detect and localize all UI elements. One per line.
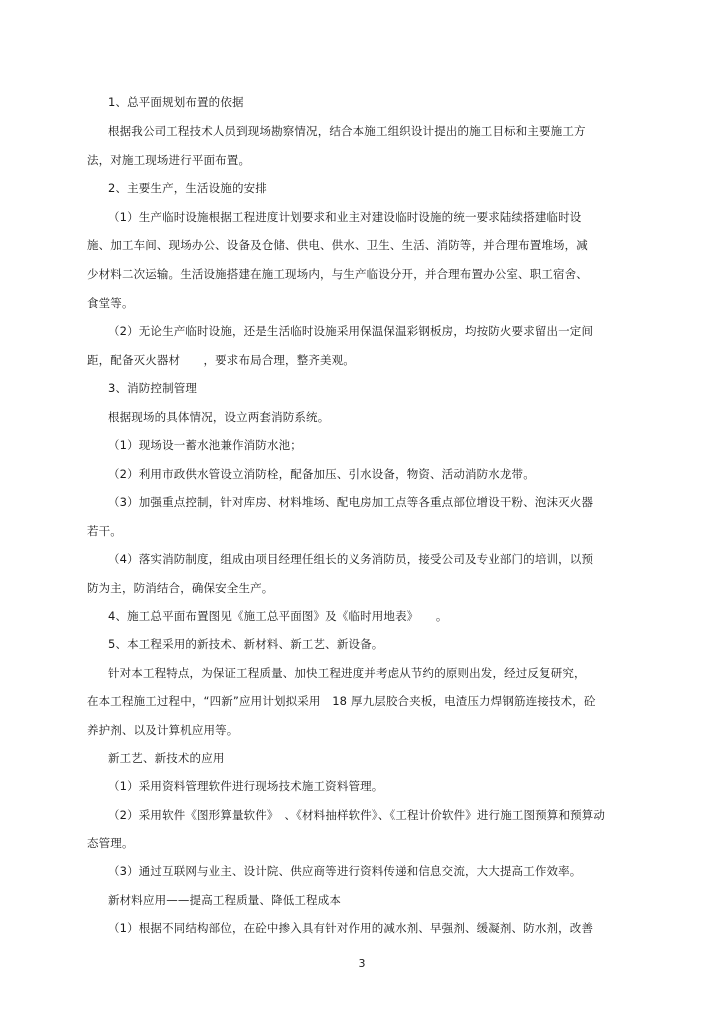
heading-site-layout-basis: 1、总平面规划布置的依据 [108,95,244,109]
subheading-new-process: 新工艺、新技术的应用 [108,751,225,765]
heading-production-facilities: 2、主要生产，生活设施的安排 [108,181,267,195]
paragraph-line: 针对本工程特点，为保证工程质量、加快工程进度并考虑从节约的原则出发，经过反复研究， [108,666,586,680]
heading-site-plan-drawing: 4、施工总平面布置图见《施工总平面图》及《临时用地表》 。 [108,609,448,623]
paragraph-line: 在本工程施工过程中，“四新”应用计划拟采用 18 厚九层胶合夹板，电渣压力焊钢筋连接技术，砼 [87,694,596,708]
paragraph-line: 若干。 [87,524,122,538]
paragraph-line: 根据现场的具体情况，设立两套消防系统。 [108,410,330,424]
paragraph-line: 防为主，防消结合，确保安全生产。 [87,581,274,595]
paragraph-line: 养护剂、以及计算机应用等。 [87,723,239,737]
paragraph-line: 根据我公司工程技术人员到现场勘察情况，结合本施工组织设计提出的施工目标和主要施工方 [108,124,586,138]
list-item: （3）加强重点控制，针对库房、材料堆场、配电房加工点等各重点部位增设干粉、泡沫灭火器 [108,495,594,509]
heading-new-technologies: 5、本工程采用的新技术、新材料、新工艺、新设备。 [108,637,384,651]
list-item: （4）落实消防制度，组成由项目经理任组长的义务消防员，接受公司及专业部门的培训，以预 [108,552,594,566]
paragraph-line: 态管理。 [87,836,134,850]
subheading-new-materials: 新材料应用——提高工程质量、降低工程成本 [108,893,341,907]
paragraph-line: （2）无论生产临时设施，还是生活临时设施采用保温保温彩钢板房，均按防火要求留出一定间 [108,324,594,338]
list-item: （3）通过互联网与业主、设计院、供应商等进行资料传递和信息交流，大大提高工作效率。 [108,864,582,878]
paragraph-line: 食堂等。 [87,296,134,310]
heading-fire-control: 3、消防控制管理 [108,381,198,395]
page-number: 3 [358,957,366,970]
paragraph-line: 少材料二次运输。生活设施搭建在施工现场内，与生产临设分开，并合理布置办公室、职工宿舍、 [87,267,588,281]
paragraph-line: （1）生产临时设施根据工程进度计划要求和业主对建设临时设施的统一要求陆续搭建临时设 [108,210,582,224]
list-item: （1）现场设一蓄水池兼作消防水池； [108,438,302,452]
list-item: （1）采用资料管理软件进行现场技术施工资料管理。 [108,779,384,793]
paragraph-line: 施、加工车间、现场办公、设备及仓储、供电、供水、卫生、生活、消防等，并合理布置堆场，减 [87,238,588,252]
paragraph-line: 距，配备灭火器材 ，要求布局合理，整齐美观。 [87,353,355,367]
list-item: （2）采用软件《图形算量软件》 、《材料抽样软件》、《工程计价软件》进行施工图预算和预算动 [108,808,606,822]
list-item: （2）利用市政供水管设立消防栓，配备加压、引水设备，物资、活动消防水龙带。 [108,467,535,481]
list-item: （1）根据不同结构部位，在砼中掺入具有针对作用的减水剂、早强剂、缓凝剂、防水剂，改善 [108,921,594,935]
paragraph-line: 法，对施工现场进行平面布置。 [87,153,251,167]
